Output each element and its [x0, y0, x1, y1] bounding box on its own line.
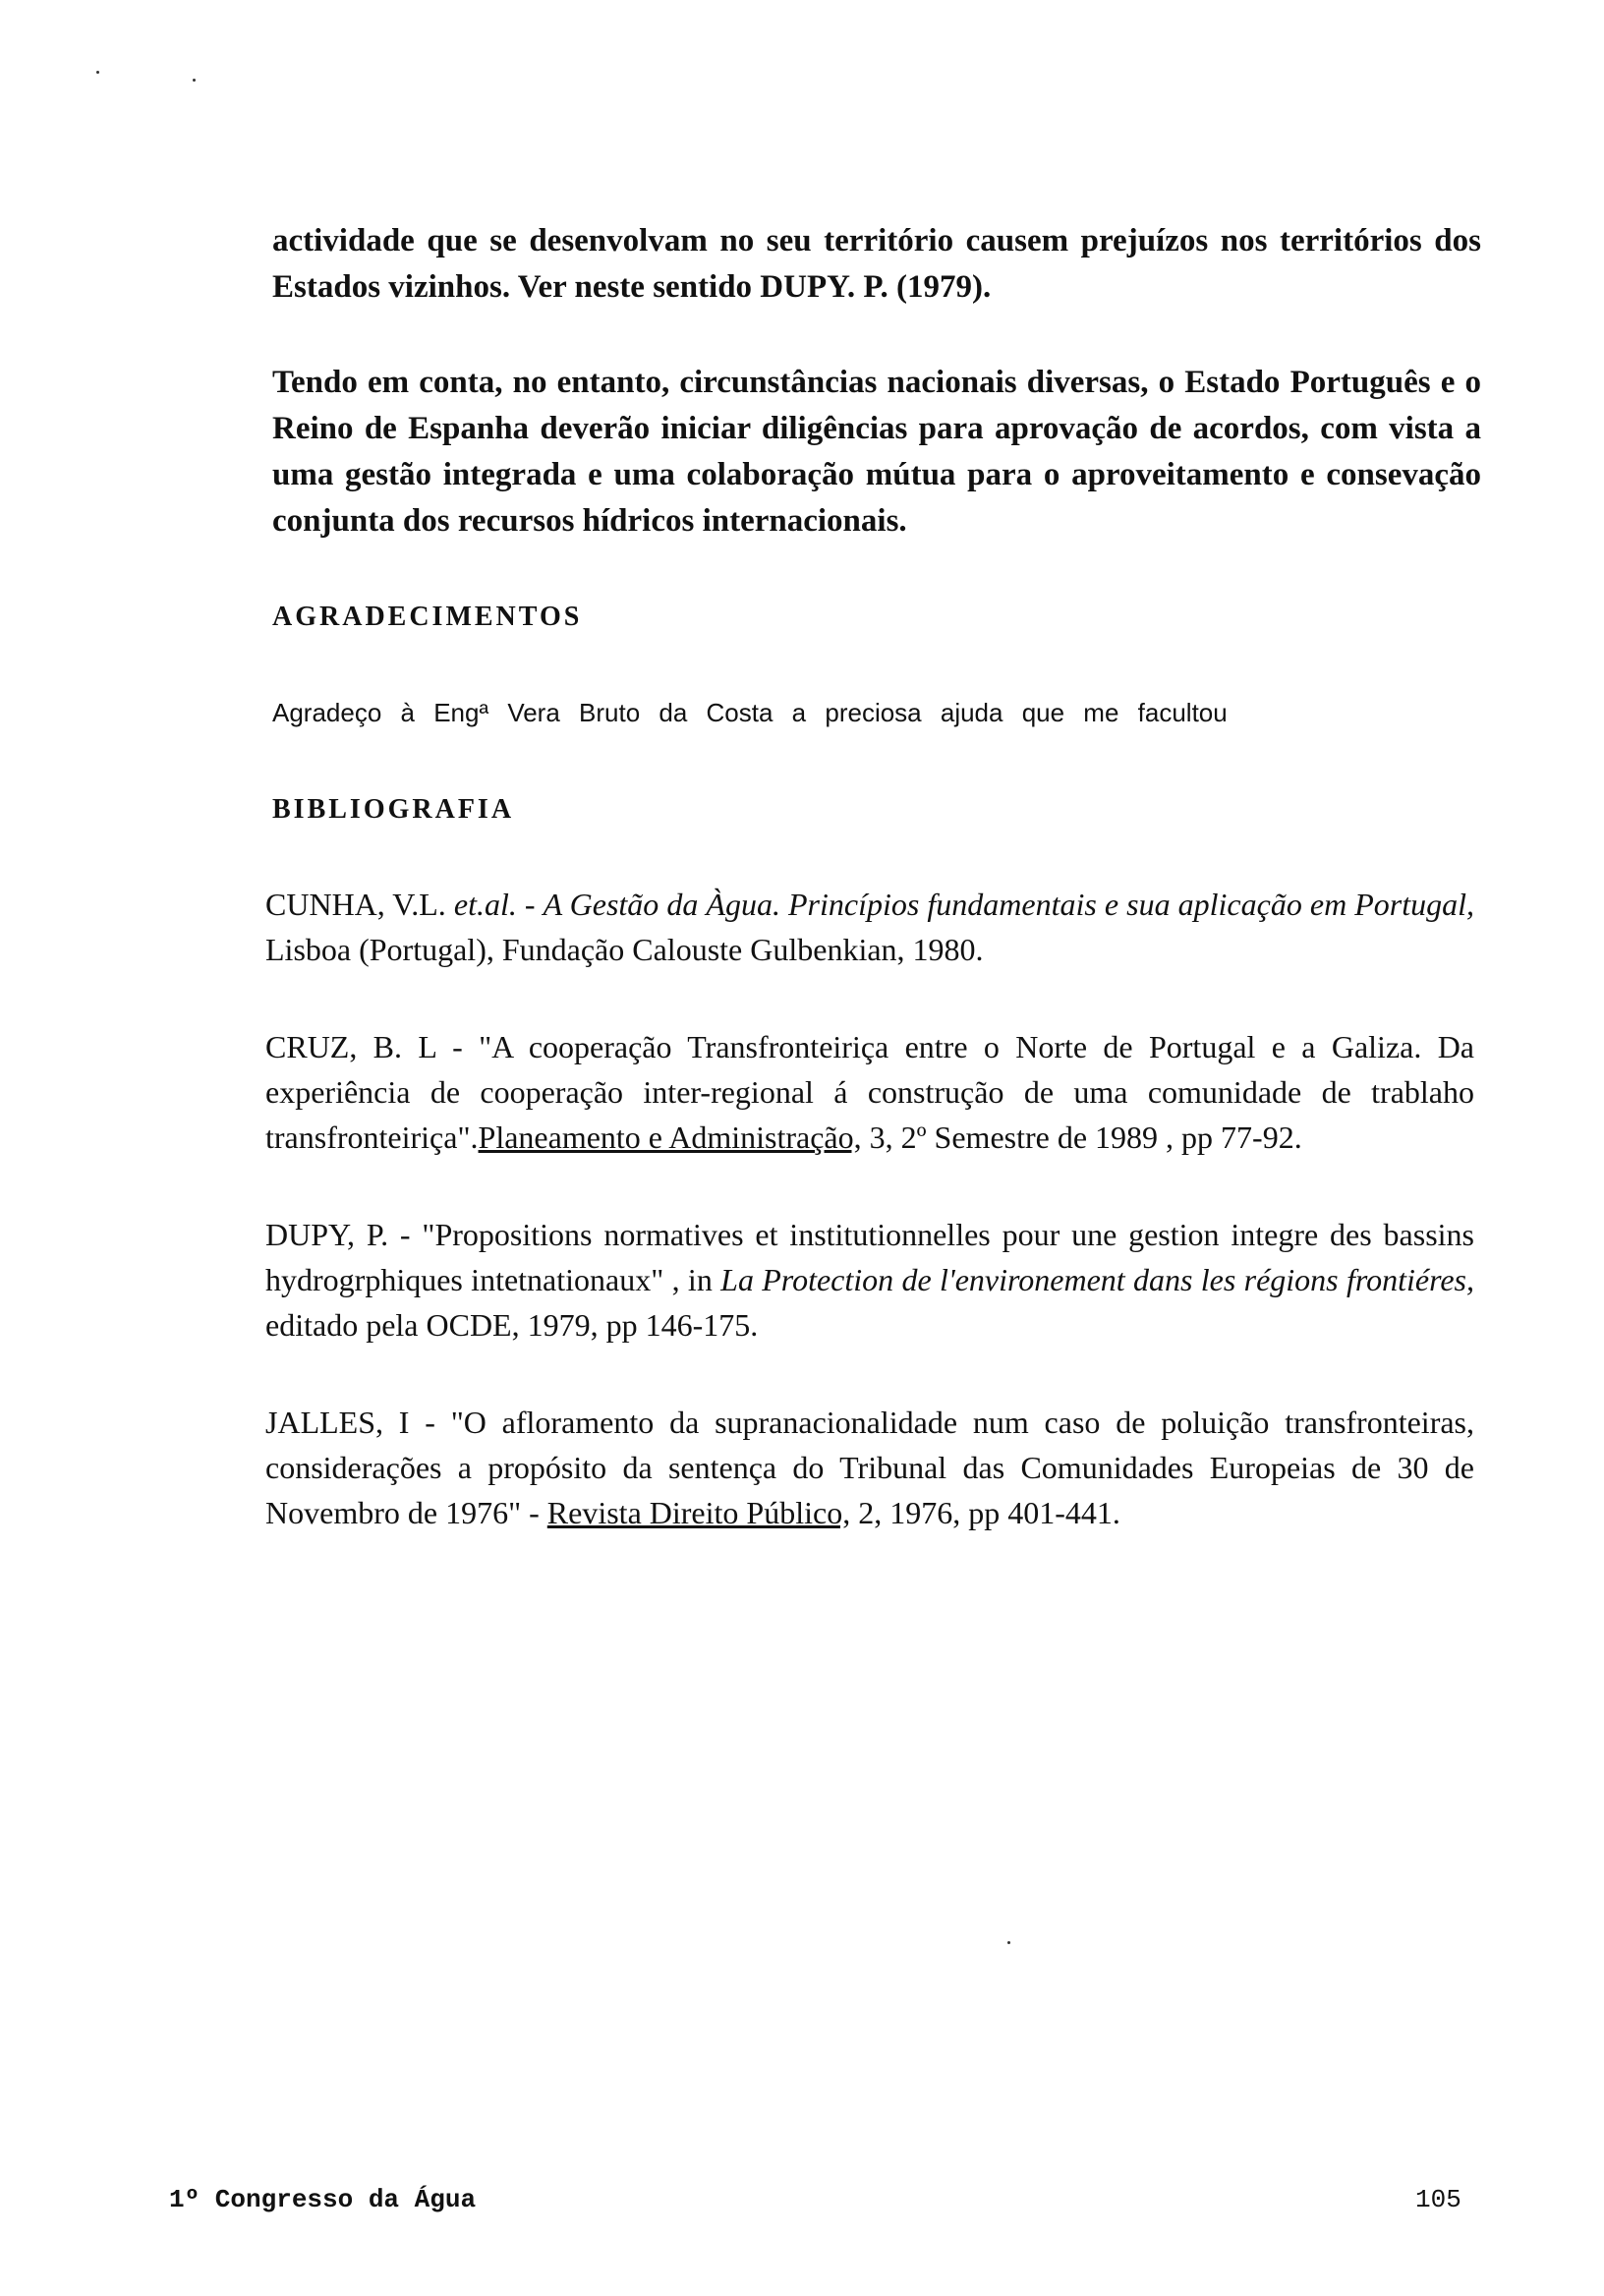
scan-speck [193, 79, 196, 82]
scan-speck [1007, 1941, 1010, 1944]
reference-separator: - [516, 887, 544, 922]
reference-jalles [265, 1400, 1474, 1535]
acknowledgements-heading: AGRADECIMENTOS [272, 602, 583, 632]
reference-journal: Revista Direito Público, [546, 1495, 851, 1530]
footer-conference-title: 1º Congresso da Água [169, 2185, 477, 2214]
reference-author: JALLES, I - "O afloramento da supranacionalidade num caso de poluição transfronteiras, considerações a propósito da sentença do Tribunal das Comunidades Europeias de 30 de Novembro de 1976" - [265, 1405, 1474, 1530]
reference-cunha [265, 882, 1474, 972]
bibliography-heading: BIBLIOGRAFIA [272, 794, 515, 825]
scan-speck [96, 71, 99, 74]
reference-author: CUNHA, V.L. [265, 887, 446, 922]
reference-journal: Planeamento e Administração, [478, 1119, 862, 1155]
reference-details: editado pela OCDE, 1979, pp 146-175. [265, 1307, 759, 1343]
paragraph-text: actividade que se desenvolvam no seu território causem prejuízos nos territórios dos Estados vizinhos. Ver neste sentido DUPY. P. (1979). [272, 223, 1481, 305]
reference-etal: et.al. [453, 887, 517, 922]
reference-cruz [265, 1024, 1474, 1160]
reference-details: 2, 1976, pp 401-441. [850, 1495, 1120, 1530]
reference-title: La Protection de l'environement dans les régions frontiéres, [720, 1262, 1475, 1297]
reference-dupy [265, 1212, 1474, 1348]
reference-details: Lisboa (Portugal), Fundação Calouste Gulbenkian, 1980. [265, 932, 984, 967]
body-paragraph-2 [272, 360, 1481, 545]
reference-title: A Gestão da Àgua. Princípios fundamentais e sua aplicação em Portugal, [543, 887, 1475, 922]
reference-details: 3, 2º Semestre de 1989 , pp 77-92. [861, 1119, 1302, 1155]
page-number: 105 [1415, 2185, 1461, 2214]
reference-author: CRUZ, B. L - "A cooperação Transfronteiriça entre o Norte de Portugal e a Galiza. Da experiência de cooperação inter-regional á construção de uma comunidade de trablaho transfronteiriça". [265, 1029, 1474, 1155]
acknowledgements-text: Agradeço à Engª Vera Bruto da Costa a preciosa ajuda que me facultou [272, 698, 1228, 727]
paragraph-text: Tendo em conta, no entanto, circunstâncias nacionais diversas, o Estado Português e o Reino de Espanha deverão iniciar diligências para aprovação de acordos, com vista a uma gestão integrada e uma colaboração mútua para o aproveitamento e consevação conjunta dos recursos hídricos internacionais. [272, 365, 1481, 539]
body-paragraph-1 [272, 218, 1481, 311]
reference-author: DUPY, P. - "Propositions normatives et institutionnelles pour une gestion integre des bassins hydrogrphiques intetnationaux" , in [265, 1217, 1474, 1297]
